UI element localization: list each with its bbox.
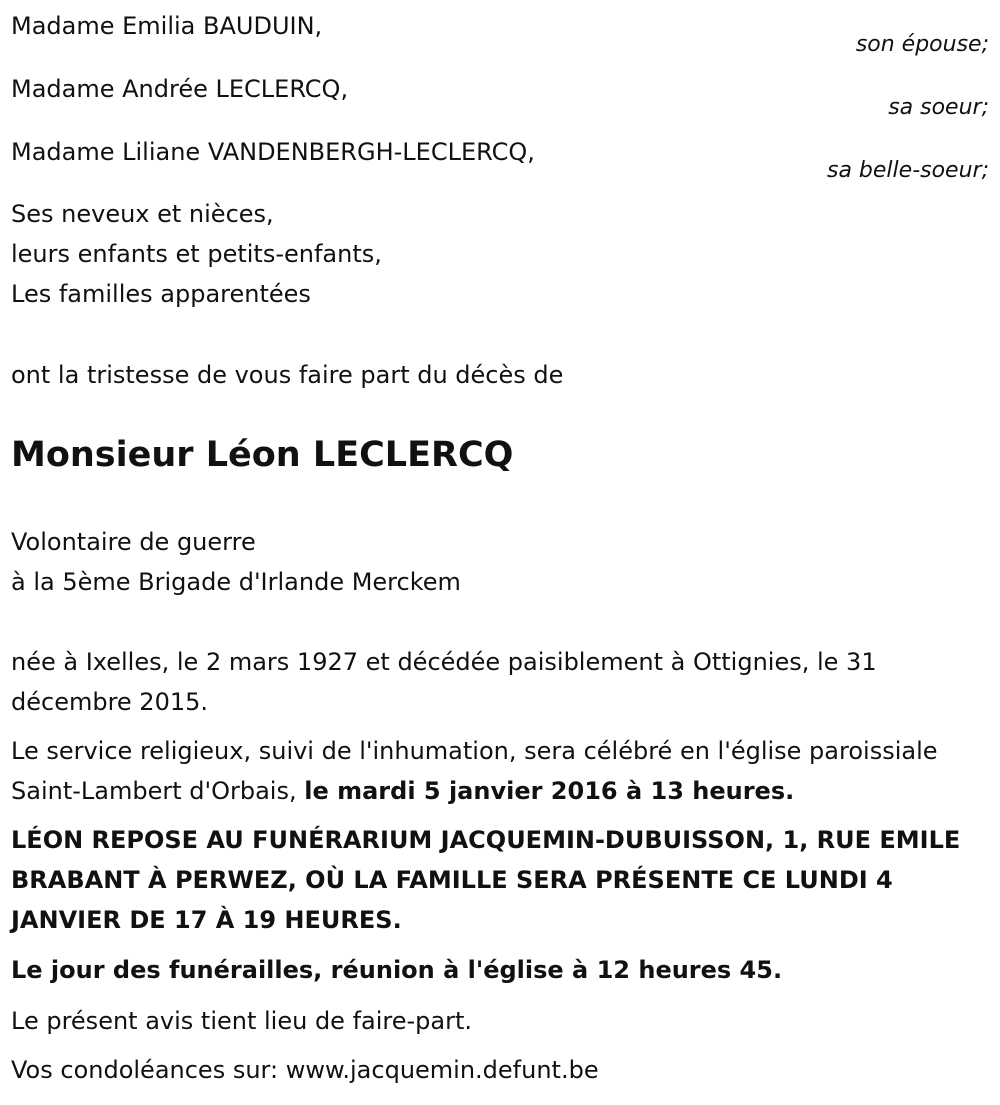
- deceased-title-line: Volontaire de guerre: [11, 528, 256, 556]
- deceased-title-line: à la 5ème Brigade d'Irlande Merckem: [11, 568, 461, 596]
- repose-notice: LÉON REPOSE AU FUNÉRARIUM JACQUEMIN-DUBUISSON, 1, RUE EMILE BRABANT À PERWEZ, OÙ LA FAMILLE SERA PRÉSENTE CE LUNDI 4 JANVIER DE 17 À 19 HEURES.: [11, 826, 961, 934]
- service-paragraph: [11, 731, 989, 811]
- announcement-text: ont la tristesse de vous faire part du décès de: [11, 361, 564, 389]
- service-text: Le service religieux, suivi de l'inhumation, sera célébré en l'église paroissiale Saint-Lambert d'Orbais,: [11, 737, 938, 805]
- family-member-relation: son épouse;: [855, 32, 989, 57]
- relatives-line: Les familles apparentées: [11, 280, 311, 308]
- family-member-relation: sa soeur;: [888, 95, 989, 120]
- faire-part-notice: Le présent avis tient lieu de faire-part.: [11, 1007, 473, 1035]
- birth-death-text: née à Ixelles, le 2 mars 1927 et décédée paisiblement à Ottignies, le 31 décembre 2015.: [11, 648, 877, 716]
- relatives-line: leurs enfants et petits-enfants,: [11, 240, 382, 268]
- family-member-relation: sa belle-soeur;: [827, 158, 989, 183]
- family-member-name: Madame Liliane VANDENBERGH-LECLERCQ,: [11, 138, 535, 166]
- meeting-text: Le jour des funérailles, réunion à l'église à 12 heures 45.: [11, 956, 783, 984]
- family-member-name: Madame Emilia BAUDUIN,: [11, 12, 323, 40]
- deceased-name: Monsieur Léon LECLERCQ: [11, 435, 514, 475]
- condolences-text: Vos condoléances sur: www.jacquemin.defunt.be: [11, 1056, 599, 1084]
- service-date: le mardi 5 janvier 2016 à 13 heures.: [304, 777, 795, 805]
- relatives-line: Ses neveux et nièces,: [11, 200, 274, 228]
- family-member-name: Madame Andrée LECLERCQ,: [11, 75, 349, 103]
